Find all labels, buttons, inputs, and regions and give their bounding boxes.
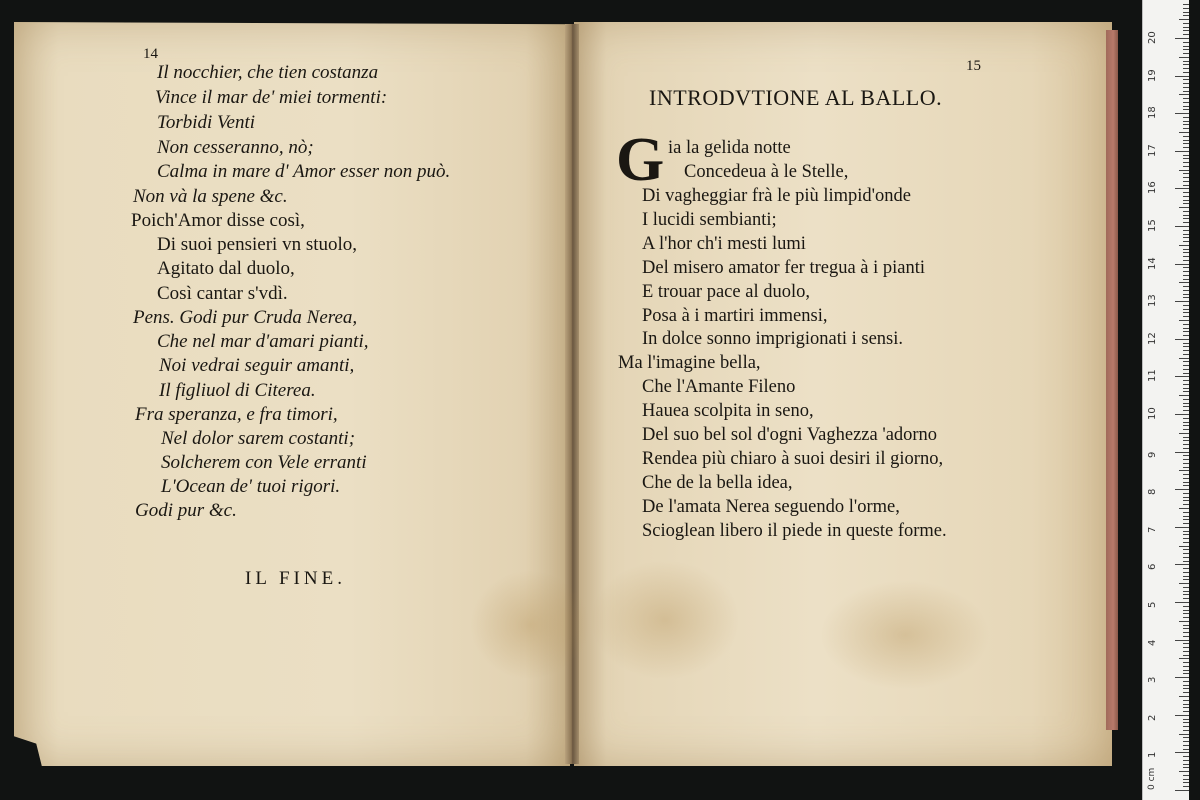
verse-line: Di suoi pensieri vn stuolo, [157, 234, 358, 255]
ruler-tick [1183, 42, 1189, 43]
ruler-tick [1183, 218, 1189, 219]
ruler-tick [1179, 546, 1189, 547]
ruler-tick [1183, 309, 1189, 310]
ruler-tick [1183, 782, 1189, 783]
ruler-tick [1183, 192, 1189, 193]
verse-line: Che nel mar d'amari pianti, [157, 331, 369, 352]
ruler-tick [1183, 27, 1189, 28]
ruler-tick [1183, 140, 1189, 141]
ruler-tick [1183, 775, 1189, 776]
ruler-tick [1179, 358, 1189, 359]
ruler-tick [1183, 305, 1189, 306]
verse-line: Hauea scolpita in seno, [642, 401, 814, 421]
ruler-tick [1183, 297, 1189, 298]
ruler-tick [1183, 666, 1189, 667]
ruler-tick [1179, 433, 1189, 434]
ruler-tick [1183, 162, 1189, 163]
ruler-tick [1183, 79, 1189, 80]
ruler-tick [1183, 610, 1189, 611]
ruler-tick [1183, 455, 1189, 456]
ruler-tick [1183, 440, 1189, 441]
ruler-tick [1183, 294, 1189, 295]
closing-text: IL FINE. [245, 568, 346, 589]
ruler-label: 1 [1147, 752, 1158, 759]
ruler-tick [1179, 320, 1189, 321]
page-edge [1106, 30, 1118, 730]
ruler-tick [1179, 132, 1189, 133]
ruler-tick [1183, 49, 1189, 50]
ruler-tick [1183, 271, 1189, 272]
ruler-tick [1183, 549, 1189, 550]
verse-line: Vince il mar de' miei tormenti: [155, 87, 388, 108]
ruler-tick [1183, 72, 1189, 73]
ruler-tick [1183, 53, 1189, 54]
ruler-tick [1175, 640, 1189, 641]
ruler-tick [1183, 722, 1189, 723]
ruler-unit: 0 cm [1147, 767, 1157, 790]
paper-stain [590, 560, 740, 680]
ruler-tick [1183, 391, 1189, 392]
ruler-tick [1183, 249, 1189, 250]
ruler-tick [1183, 234, 1189, 235]
ruler-label: 3 [1147, 676, 1158, 684]
ruler-tick [1183, 324, 1189, 325]
ruler-tick [1183, 587, 1189, 588]
ruler-tick [1183, 241, 1189, 242]
verse-line: Il figliuol di Citerea. [159, 380, 316, 401]
ruler-tick [1183, 267, 1189, 268]
ruler-tick [1175, 264, 1189, 265]
verse-line: Che de la bella idea, [642, 473, 793, 493]
ruler-tick [1183, 343, 1189, 344]
ruler-label: 6 [1147, 564, 1158, 571]
ruler-tick [1183, 745, 1189, 746]
ruler-tick [1183, 643, 1189, 644]
ruler-tick [1183, 726, 1189, 727]
ruler-tick [1183, 617, 1189, 618]
ruler-label: 8 [1147, 488, 1158, 496]
verse-line: Agitato dal duolo, [157, 258, 295, 279]
ruler-tick [1183, 418, 1189, 419]
ruler-tick [1183, 8, 1189, 9]
ruler-tick [1183, 380, 1189, 381]
ruler-tick [1183, 128, 1189, 129]
ruler-tick [1183, 625, 1189, 626]
ruler-tick [1183, 91, 1189, 92]
ruler-tick [1183, 764, 1189, 765]
ruler-tick [1183, 158, 1189, 159]
ruler-tick [1183, 388, 1189, 389]
ruler-tick [1183, 448, 1189, 449]
ruler-tick [1183, 406, 1189, 407]
ruler-tick [1183, 290, 1189, 291]
ruler-tick [1183, 493, 1189, 494]
ruler-tick [1183, 136, 1189, 137]
ruler-tick [1179, 658, 1189, 659]
ruler-tick [1183, 756, 1189, 757]
ruler-tick [1183, 572, 1189, 573]
ruler-tick [1179, 19, 1189, 20]
ruler-tick [1183, 335, 1189, 336]
ruler-tick [1183, 83, 1189, 84]
verse-line: ia la gelida notte [668, 138, 791, 158]
verse-line: Il nocchier, che tien costanza [157, 62, 379, 83]
ruler-label: 16 [1147, 181, 1158, 195]
ruler-tick [1183, 568, 1189, 569]
ruler-tick [1183, 516, 1189, 517]
ruler-tick [1183, 361, 1189, 362]
ruler-tick [1183, 444, 1189, 445]
ruler-tick [1183, 482, 1189, 483]
ruler-tick [1183, 121, 1189, 122]
ruler-tick [1183, 410, 1189, 411]
ruler-label: 14 [1147, 256, 1158, 270]
verse-line: Scioglean libero il piede in queste forme. [642, 521, 947, 541]
ruler-tick [1183, 346, 1189, 347]
ruler-label: 12 [1147, 332, 1158, 345]
ruler-tick [1183, 538, 1189, 539]
ruler-tick [1183, 613, 1189, 614]
ruler-tick [1175, 790, 1189, 791]
ruler-tick [1183, 23, 1189, 24]
verse-line: De l'amata Nerea seguendo l'orme, [642, 497, 900, 517]
ruler-tick [1183, 237, 1189, 238]
verse-line: Poich'Amor disse così, [131, 210, 305, 231]
ruler-tick [1183, 155, 1189, 156]
ruler-tick [1183, 542, 1189, 543]
ruler-tick [1183, 68, 1189, 69]
verse-line: Che l'Amante Fileno [642, 377, 796, 397]
verse-line: Ma l'imagine bella, [618, 353, 761, 373]
ruler-tick [1183, 87, 1189, 88]
ruler-tick [1183, 350, 1189, 351]
ruler-tick [1183, 647, 1189, 648]
ruler-tick [1175, 339, 1189, 340]
ruler-label: 18 [1147, 106, 1158, 120]
ruler-tick [1183, 373, 1189, 374]
ruler-tick [1183, 429, 1189, 430]
ruler-tick [1179, 696, 1189, 697]
verse-line: Calma in mare d' Amor esser non può. [157, 161, 451, 182]
ruler-tick [1183, 365, 1189, 366]
verse-line: Godi pur &c. [135, 500, 237, 521]
verse-line: Non và la spene &c. [133, 186, 288, 207]
ruler-tick [1183, 64, 1189, 65]
drop-cap: G [616, 126, 665, 194]
ruler-tick [1183, 286, 1189, 287]
ruler-tick [1179, 734, 1189, 735]
measurement-ruler [1142, 0, 1189, 800]
ruler-label: 13 [1147, 294, 1158, 308]
ruler-tick [1183, 166, 1189, 167]
ruler-tick [1183, 779, 1189, 780]
ruler-tick [1183, 741, 1189, 742]
verse-line: I lucidi sembianti; [642, 210, 777, 230]
ruler-tick [1183, 670, 1189, 671]
ruler-tick [1183, 279, 1189, 280]
ruler-tick [1183, 143, 1189, 144]
ruler-tick [1183, 331, 1189, 332]
ruler-tick [1183, 256, 1189, 257]
ruler-tick [1183, 711, 1189, 712]
verse-line: Rendea più chiaro à suoi desiri il giorno, [642, 449, 944, 469]
ruler-tick [1183, 46, 1189, 47]
ruler-tick [1175, 602, 1189, 603]
ruler-tick [1183, 260, 1189, 261]
verse-line: A l'hor ch'i mesti lumi [642, 234, 806, 254]
ruler-tick [1183, 534, 1189, 535]
paper-stain [470, 570, 590, 680]
verse-line: Così cantar s'vdì. [157, 283, 288, 304]
ruler-tick [1183, 523, 1189, 524]
ruler-tick [1183, 98, 1189, 99]
verse-line: L'Ocean de' tuoi rigori. [161, 476, 341, 497]
ruler-tick [1183, 553, 1189, 554]
ruler-tick [1183, 117, 1189, 118]
ruler-tick [1183, 30, 1189, 31]
ruler-tick [1183, 662, 1189, 663]
verse-line: Di vagheggiar frà le più limpid'onde [642, 186, 911, 206]
ruler-tick [1183, 61, 1189, 62]
ruler-tick [1175, 226, 1189, 227]
ruler-tick [1183, 312, 1189, 313]
ruler-tick [1183, 369, 1189, 370]
verse-line: Posa à i martiri immensi, [642, 306, 828, 326]
ruler-tick [1179, 170, 1189, 171]
ruler-tick [1183, 485, 1189, 486]
ruler-tick [1183, 463, 1189, 464]
ruler-tick [1183, 185, 1189, 186]
ruler-tick [1183, 12, 1189, 13]
ruler-tick [1183, 655, 1189, 656]
ruler-tick [1179, 245, 1189, 246]
ruler-tick [1183, 147, 1189, 148]
verse-line: Pens. Godi pur Cruda Nerea, [133, 307, 358, 328]
ruler-tick [1183, 579, 1189, 580]
ruler-tick [1183, 497, 1189, 498]
ruler-tick [1183, 403, 1189, 404]
ruler-tick [1183, 467, 1189, 468]
ruler-tick [1183, 211, 1189, 212]
ruler-tick [1183, 15, 1189, 16]
ruler-tick [1179, 508, 1189, 509]
ruler-tick [1183, 230, 1189, 231]
verse-line: Torbidi Venti [157, 112, 256, 133]
ruler-tick [1183, 316, 1189, 317]
ruler-tick [1183, 512, 1189, 513]
ruler-tick [1183, 252, 1189, 253]
ruler-tick [1183, 425, 1189, 426]
ruler-tick [1175, 452, 1189, 453]
paper-stain [820, 580, 990, 690]
ruler-tick [1179, 57, 1189, 58]
ruler-tick [1183, 422, 1189, 423]
ruler-tick [1183, 707, 1189, 708]
ruler-tick [1183, 606, 1189, 607]
ruler-tick [1175, 151, 1189, 152]
ruler-tick [1179, 771, 1189, 772]
verse-line: Concedeua à le Stelle, [684, 162, 849, 182]
ruler-tick [1183, 173, 1189, 174]
ruler-tick [1179, 207, 1189, 208]
ruler-tick [1183, 275, 1189, 276]
ruler-tick [1175, 38, 1189, 39]
ruler-tick [1183, 591, 1189, 592]
ruler-tick [1183, 561, 1189, 562]
ruler-tick [1183, 730, 1189, 731]
ruler-label: 11 [1147, 369, 1158, 383]
ruler-tick [1175, 188, 1189, 189]
verse-line: Solcherem con Vele erranti [161, 452, 367, 473]
ruler-tick [1175, 715, 1189, 716]
ruler-label: 7 [1147, 526, 1158, 533]
ruler-tick [1183, 474, 1189, 475]
verse-line: Non cesseranno, nò; [157, 137, 314, 158]
ruler-tick [1179, 470, 1189, 471]
ruler-tick [1183, 636, 1189, 637]
ruler-label: 17 [1147, 144, 1158, 157]
ruler-tick [1183, 576, 1189, 577]
ruler-tick [1183, 354, 1189, 355]
ruler-tick [1183, 478, 1189, 479]
ruler-label: 15 [1147, 219, 1158, 232]
ruler-label: 2 [1147, 714, 1158, 721]
ruler-tick [1183, 222, 1189, 223]
ruler-tick [1179, 395, 1189, 396]
ruler-tick [1183, 215, 1189, 216]
verse-line: Nel dolor sarem costanti; [161, 428, 356, 449]
ruler-tick [1183, 203, 1189, 204]
ruler-tick [1183, 124, 1189, 125]
ruler-tick [1183, 685, 1189, 686]
ruler-tick [1183, 531, 1189, 532]
ruler-tick [1179, 94, 1189, 95]
ruler-tick [1183, 437, 1189, 438]
ruler-tick [1179, 282, 1189, 283]
ruler-tick [1183, 673, 1189, 674]
ruler-tick [1183, 628, 1189, 629]
ruler-label: 5 [1147, 601, 1158, 608]
ruler-tick [1183, 692, 1189, 693]
verse-line: Fra speranza, e fra timori, [135, 404, 338, 425]
ruler-tick [1183, 719, 1189, 720]
ruler-label: 9 [1147, 451, 1158, 458]
ruler-tick [1179, 583, 1189, 584]
ruler-tick [1183, 109, 1189, 110]
ruler-tick [1183, 177, 1189, 178]
ruler-tick [1183, 200, 1189, 201]
ruler-tick [1175, 564, 1189, 565]
ruler-tick [1183, 594, 1189, 595]
ruler-tick [1183, 651, 1189, 652]
ruler-tick [1183, 196, 1189, 197]
ruler-tick [1183, 399, 1189, 400]
ruler-tick [1183, 749, 1189, 750]
ruler-tick [1175, 489, 1189, 490]
page-number-right: 15 [966, 58, 981, 74]
verse-line: In dolce sonno imprigionati i sensi. [642, 329, 904, 349]
ruler-tick [1183, 384, 1189, 385]
ruler-tick [1175, 677, 1189, 678]
ruler-tick [1183, 632, 1189, 633]
ruler-tick [1175, 752, 1189, 753]
ruler-tick [1183, 598, 1189, 599]
ruler-label: 20 [1147, 31, 1158, 44]
verse-line: Noi vedrai seguir amanti, [159, 355, 355, 376]
ruler-tick [1183, 786, 1189, 787]
ruler-tick [1183, 500, 1189, 501]
ruler-tick [1183, 760, 1189, 761]
ruler-tick [1175, 414, 1189, 415]
ruler-tick [1175, 113, 1189, 114]
ruler-tick [1183, 704, 1189, 705]
ruler-tick [1183, 737, 1189, 738]
ruler-tick [1183, 504, 1189, 505]
ruler-tick [1183, 557, 1189, 558]
ruler-tick [1183, 700, 1189, 701]
ruler-tick [1183, 328, 1189, 329]
ruler-tick [1183, 688, 1189, 689]
ruler-label: 10 [1147, 407, 1158, 420]
section-heading: INTRODVTIONE AL BALLO. [649, 85, 943, 110]
ruler-tick [1183, 102, 1189, 103]
ruler-tick [1175, 376, 1189, 377]
ruler-tick [1175, 527, 1189, 528]
ruler-tick [1183, 4, 1189, 5]
ruler-tick [1179, 621, 1189, 622]
ruler-label: 19 [1147, 68, 1158, 82]
ruler-tick [1183, 767, 1189, 768]
verse-line: Del suo bel sol d'ogni Vaghezza 'adorno [642, 425, 938, 445]
ruler-tick [1183, 34, 1189, 35]
page-number-left: 14 [143, 46, 158, 62]
verse-line: E trouar pace al duolo, [642, 282, 810, 302]
ruler-tick [1183, 181, 1189, 182]
ruler-tick [1175, 76, 1189, 77]
ruler-tick [1183, 681, 1189, 682]
ruler-tick [1175, 301, 1189, 302]
ruler-label: 4 [1147, 639, 1158, 646]
ruler-tick [1183, 459, 1189, 460]
ruler-tick [1183, 519, 1189, 520]
verse-line: Del misero amator fer tregua à i pianti [642, 258, 926, 278]
ruler-tick [1183, 106, 1189, 107]
